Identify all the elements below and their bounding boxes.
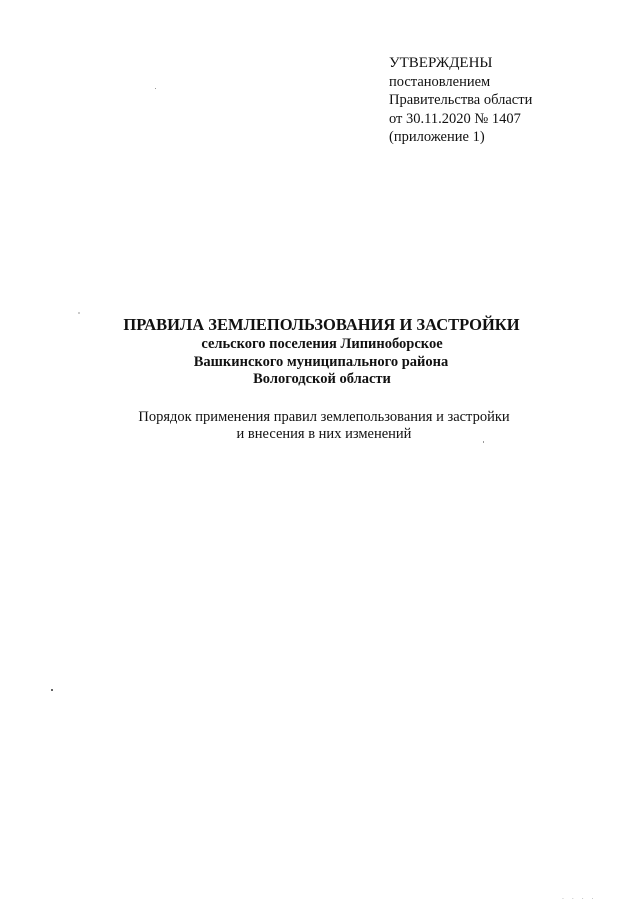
approval-line-appendix: (приложение 1) [389,129,485,145]
document-subject [0,409,640,443]
scan-speck [483,441,484,443]
subject-line-2: и внесения в них изменений [236,426,412,442]
title-settlement: сельского поселения Липиноборское [201,336,443,352]
subject-line-1: Порядок применения правил землепользования и застройки [138,409,510,425]
approval-line-date-number: от 30.11.2020 № 1407 [389,110,521,127]
title-region: Вологодской области [253,371,391,387]
approval-stamp [389,54,532,147]
scan-footer-marks: . . . . [562,894,597,901]
scan-speck [51,689,53,691]
document-title: ПРАВИЛА ЗЕМЛЕПОЛЬЗОВАНИЯ И ЗАСТРОЙКИ [123,315,520,334]
approval-line-government: Правительства области [389,92,533,108]
scan-speck [78,312,80,314]
document-title-block [0,314,640,389]
title-district: Вашкинского муниципального района [193,353,449,370]
approval-line-resolution: постановлением [389,73,491,90]
approval-heading: УТВЕРЖДЕНЫ [389,55,493,71]
scan-speck [155,88,156,89]
